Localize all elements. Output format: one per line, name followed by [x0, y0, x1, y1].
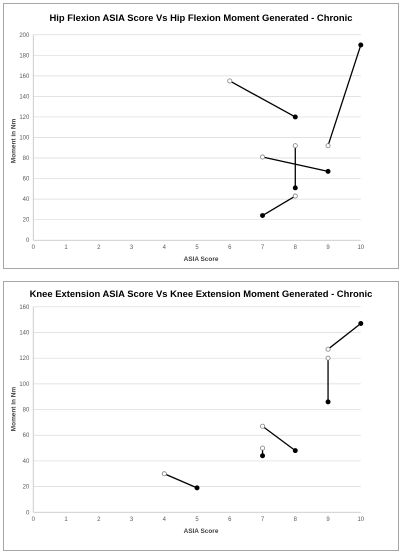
x-tick-label: 6	[228, 517, 232, 524]
x-tick-label: 7	[260, 245, 265, 252]
x-tick-label: 9	[326, 517, 330, 524]
x-tick-label: 9	[326, 245, 330, 252]
open-data-point	[326, 347, 330, 351]
filled-data-point	[359, 321, 363, 325]
y-tick-label: 80	[22, 407, 30, 414]
open-data-point	[326, 356, 330, 360]
series-line	[230, 81, 296, 117]
open-data-point	[260, 424, 264, 428]
filled-data-point	[195, 486, 199, 490]
series-line	[328, 324, 361, 350]
filled-data-point	[359, 43, 363, 47]
chart-title: Hip Flexion ASIA Score Vs Hip Flexion Moment Generated - Chronic	[49, 11, 353, 23]
x-tick-label: 10	[357, 245, 365, 252]
x-tick-label: 8	[293, 517, 297, 524]
open-data-point	[260, 446, 264, 450]
y-tick-label: 40	[22, 197, 30, 204]
open-data-point	[162, 472, 166, 476]
y-tick-label: 180	[19, 53, 30, 60]
x-tick-label: 0	[31, 517, 35, 524]
x-tick-label: 3	[129, 517, 134, 524]
x-tick-label: 4	[162, 245, 166, 252]
x-tick-label: 1	[64, 517, 68, 524]
y-tick-label: 60	[22, 176, 30, 183]
y-tick-label: 160	[19, 304, 30, 311]
x-tick-label: 0	[31, 245, 35, 252]
x-tick-label: 4	[162, 517, 166, 524]
knee-extension-chart-panel	[3, 281, 399, 551]
filled-data-point	[260, 454, 264, 458]
series-line	[164, 474, 197, 488]
x-tick-label: 2	[97, 245, 101, 252]
x-axis-title: ASIA Score	[183, 256, 219, 264]
open-data-point	[260, 155, 264, 159]
x-tick-label: 8	[293, 245, 297, 252]
y-tick-label: 140	[19, 330, 30, 337]
y-tick-label: 100	[19, 135, 30, 142]
y-tick-label: 100	[19, 381, 30, 388]
x-tick-label: 5	[195, 245, 199, 252]
x-tick-label: 2	[97, 517, 101, 524]
y-tick-label: 120	[19, 114, 30, 121]
knee-extension-chart	[4, 282, 398, 550]
filled-data-point	[260, 213, 264, 217]
y-tick-label: 80	[22, 156, 30, 163]
open-data-point	[293, 144, 297, 148]
open-data-point	[228, 79, 232, 83]
y-tick-label: 0	[25, 510, 30, 517]
x-tick-label: 1	[64, 245, 68, 252]
filled-data-point	[326, 400, 330, 404]
x-tick-label: 5	[195, 517, 199, 524]
series-line	[263, 426, 296, 450]
y-tick-label: 40	[22, 458, 30, 465]
y-tick-label: 160	[19, 73, 30, 80]
hip-flexion-chart	[4, 4, 398, 268]
x-tick-label: 7	[260, 517, 265, 524]
hip-flexion-chart-panel	[3, 3, 399, 269]
y-tick-label: 20	[22, 484, 30, 491]
y-tick-label: 20	[22, 217, 30, 224]
y-tick-label: 120	[19, 356, 30, 363]
filled-data-point	[326, 169, 330, 173]
y-axis-title: Moment in Nm	[10, 118, 18, 164]
x-tick-label: 6	[228, 245, 232, 252]
x-axis-title: ASIA Score	[183, 528, 219, 536]
series-line	[328, 45, 361, 146]
open-data-point	[326, 144, 330, 148]
filled-data-point	[293, 449, 297, 453]
filled-data-point	[293, 186, 297, 190]
y-tick-label: 0	[25, 238, 30, 245]
y-axis-title: Moment in Nm	[10, 386, 18, 432]
x-tick-label: 3	[129, 245, 134, 252]
x-tick-label: 10	[357, 517, 365, 524]
y-tick-label: 60	[22, 433, 30, 440]
open-data-point	[293, 194, 297, 198]
filled-data-point	[293, 115, 297, 119]
y-tick-label: 200	[19, 32, 30, 39]
chart-title: Knee Extension ASIA Score Vs Knee Extension Moment Generated - Chronic	[29, 287, 373, 299]
y-tick-label: 140	[19, 94, 30, 101]
